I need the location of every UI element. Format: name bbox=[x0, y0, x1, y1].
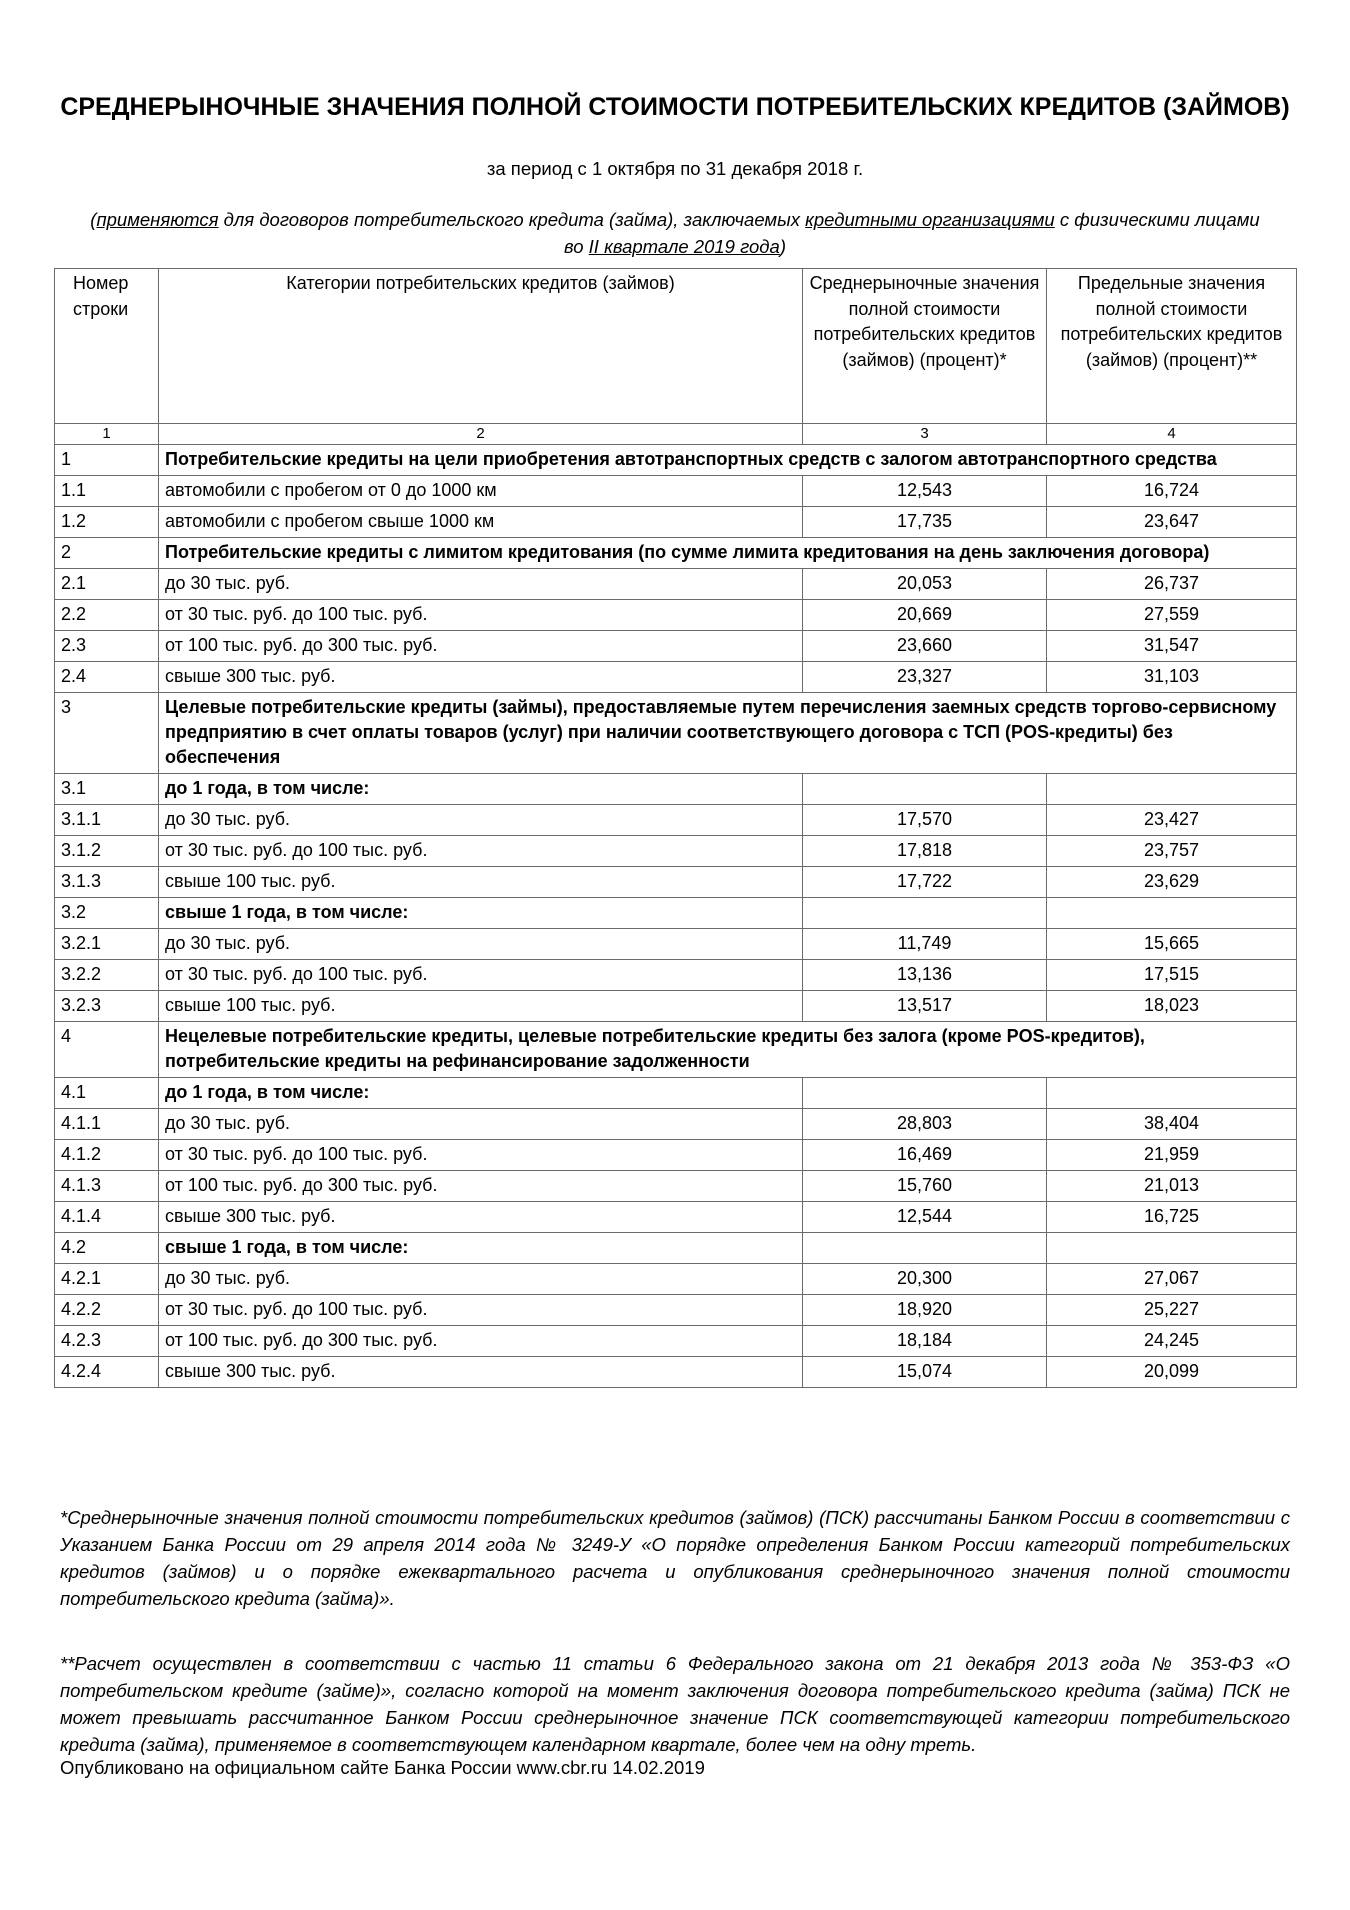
limit-value-cell: 21,959 bbox=[1047, 1140, 1297, 1171]
average-value-cell: 20,669 bbox=[803, 600, 1047, 631]
average-value-cell bbox=[803, 774, 1047, 805]
table-row bbox=[55, 836, 1297, 867]
limit-value-cell: 31,547 bbox=[1047, 631, 1297, 662]
average-value-cell: 28,803 bbox=[803, 1109, 1047, 1140]
published-note: Опубликовано на официальном сайте Банка России www.cbr.ru 14.02.2019 bbox=[60, 1757, 705, 1778]
average-value-cell: 18,920 bbox=[803, 1295, 1047, 1326]
average-value-cell: 18,184 bbox=[803, 1326, 1047, 1357]
table-row bbox=[55, 600, 1297, 631]
row-category: до 1 года, в том числе: bbox=[159, 774, 803, 805]
table-row bbox=[55, 867, 1297, 898]
row-category: до 1 года, в том числе: bbox=[159, 1078, 803, 1109]
average-value-cell bbox=[803, 1078, 1047, 1109]
table-row bbox=[55, 662, 1297, 693]
footnote-1: *Среднерыночные значения полной стоимости потребительских кредитов (займов) (ПСК) рассчитаны Банком России в соответствии с Указанием Банка России от 29 апреля 2014 года № 3249-У «О порядке определения Банком России категорий потребительских кредитов (займов) и о порядке ежеквартального расчета и опубликования среднерыночного значения полной стоимости потребительского кредита (займа)». bbox=[60, 1507, 1290, 1609]
row-category: свыше 1 года, в том числе: bbox=[159, 1233, 803, 1264]
row-category: от 30 тыс. руб. до 100 тыс. руб. bbox=[159, 1140, 803, 1171]
applies-open-paren: ( bbox=[90, 209, 97, 230]
table-row bbox=[55, 1326, 1297, 1357]
row-number: 3.1.2 bbox=[55, 836, 159, 867]
applies-link-3: II квартале 2019 года bbox=[588, 236, 780, 257]
average-value-cell: 23,660 bbox=[803, 631, 1047, 662]
table-row bbox=[55, 1171, 1297, 1202]
limit-value-cell: 25,227 bbox=[1047, 1295, 1297, 1326]
row-category: до 30 тыс. руб. bbox=[159, 929, 803, 960]
applies-link-1: применяются bbox=[96, 209, 219, 230]
row-number: 4.1.3 bbox=[55, 1171, 159, 1202]
row-category: Потребительские кредиты на цели приобретения автотранспортных средств с залогом автотранспортного средства bbox=[159, 445, 1297, 476]
table-row bbox=[55, 805, 1297, 836]
row-number: 3.2 bbox=[55, 898, 159, 929]
section-row bbox=[55, 1022, 1297, 1078]
applies-close-paren: ) bbox=[779, 236, 786, 257]
table-row bbox=[55, 476, 1297, 507]
row-number: 4.1.4 bbox=[55, 1202, 159, 1233]
subsection-row bbox=[55, 898, 1297, 929]
limit-value-cell: 16,724 bbox=[1047, 476, 1297, 507]
table-row bbox=[55, 631, 1297, 662]
row-number: 4.1 bbox=[55, 1078, 159, 1109]
limit-value-cell: 23,757 bbox=[1047, 836, 1297, 867]
row-category: Потребительские кредиты с лимитом кредитования (по сумме лимита кредитования на день заключения договора) bbox=[159, 538, 1297, 569]
row-number: 2.1 bbox=[55, 569, 159, 600]
row-number: 4 bbox=[55, 1022, 159, 1078]
limit-value-cell: 26,737 bbox=[1047, 569, 1297, 600]
row-number: 3 bbox=[55, 693, 159, 774]
row-category: свыше 300 тыс. руб. bbox=[159, 1357, 803, 1388]
limit-value-cell: 31,103 bbox=[1047, 662, 1297, 693]
row-number: 4.2 bbox=[55, 1233, 159, 1264]
column-number-row bbox=[55, 424, 1297, 445]
row-number: 3.2.1 bbox=[55, 929, 159, 960]
subsection-row bbox=[55, 1078, 1297, 1109]
applies-link-2: кредитными организациями bbox=[805, 209, 1055, 230]
row-number: 2.3 bbox=[55, 631, 159, 662]
column-number: 2 bbox=[159, 424, 803, 445]
row-number: 1.1 bbox=[55, 476, 159, 507]
average-value-cell: 17,818 bbox=[803, 836, 1047, 867]
row-number: 2.2 bbox=[55, 600, 159, 631]
limit-value-cell bbox=[1047, 898, 1297, 929]
subsection-row bbox=[55, 774, 1297, 805]
table-row bbox=[55, 1109, 1297, 1140]
average-value-cell: 12,543 bbox=[803, 476, 1047, 507]
table-row bbox=[55, 1295, 1297, 1326]
average-value-cell: 13,517 bbox=[803, 991, 1047, 1022]
footnote-2: **Расчет осуществлен в соответствии с частью 11 статьи 6 Федерального закона от 21 декабря 2013 года № 353-ФЗ «О потребительском кредите (займе)», согласно которой на момент заключения договора потребительского кредита (займа) ПСК не может превышать рассчитанное Банком России среднерыночное значение ПСК соответствующей категории потребительского кредита (займа), применяемое в соответствующем календарном квартале, более чем на одну треть. bbox=[60, 1653, 1290, 1755]
row-category: от 100 тыс. руб. до 300 тыс. руб. bbox=[159, 631, 803, 662]
table-row bbox=[55, 1140, 1297, 1171]
average-value-cell: 20,053 bbox=[803, 569, 1047, 600]
table-row bbox=[55, 569, 1297, 600]
row-category: автомобили с пробегом от 0 до 1000 км bbox=[159, 476, 803, 507]
row-category: свыше 100 тыс. руб. bbox=[159, 991, 803, 1022]
header-average-value: Среднерыночные значения полной стоимости потребительских кредитов (займов) (процент)* bbox=[803, 269, 1047, 424]
average-value-cell: 17,722 bbox=[803, 867, 1047, 898]
row-category: автомобили с пробегом свыше 1000 км bbox=[159, 507, 803, 538]
row-number: 2 bbox=[55, 538, 159, 569]
psk-table bbox=[54, 268, 1297, 1388]
row-number: 4.2.2 bbox=[55, 1295, 159, 1326]
row-category: свыше 300 тыс. руб. bbox=[159, 662, 803, 693]
limit-value-cell: 21,013 bbox=[1047, 1171, 1297, 1202]
average-value-cell: 15,760 bbox=[803, 1171, 1047, 1202]
row-category: Целевые потребительские кредиты (займы), предоставляемые путем перечисления заемных средств торгово-сервисному предприятию в счет оплаты товаров (услуг) при наличии соответствующего договора с ТСП (POS-кредиты) без обеспечения bbox=[159, 693, 1297, 774]
row-category: от 100 тыс. руб. до 300 тыс. руб. bbox=[159, 1171, 803, 1202]
limit-value-cell bbox=[1047, 774, 1297, 805]
row-number: 4.2.4 bbox=[55, 1357, 159, 1388]
row-category: свыше 1 года, в том числе: bbox=[159, 898, 803, 929]
row-number: 4.1.2 bbox=[55, 1140, 159, 1171]
table-row bbox=[55, 929, 1297, 960]
table-body bbox=[55, 445, 1297, 1388]
average-value-cell bbox=[803, 1233, 1047, 1264]
table-row bbox=[55, 1357, 1297, 1388]
section-row bbox=[55, 693, 1297, 774]
header-category: Категории потребительских кредитов (займов) bbox=[159, 269, 803, 424]
table-row bbox=[55, 1202, 1297, 1233]
row-number: 3.2.3 bbox=[55, 991, 159, 1022]
limit-value-cell: 24,245 bbox=[1047, 1326, 1297, 1357]
period-subtitle: за период с 1 октября по 31 декабря 2018 г. bbox=[486, 158, 864, 179]
average-value-cell: 11,749 bbox=[803, 929, 1047, 960]
limit-value-cell: 27,559 bbox=[1047, 600, 1297, 631]
row-number: 1 bbox=[55, 445, 159, 476]
section-row bbox=[55, 445, 1297, 476]
average-value-cell: 15,074 bbox=[803, 1357, 1047, 1388]
row-number: 2.4 bbox=[55, 662, 159, 693]
average-value-cell: 13,136 bbox=[803, 960, 1047, 991]
average-value-cell: 17,735 bbox=[803, 507, 1047, 538]
row-category: до 30 тыс. руб. bbox=[159, 1109, 803, 1140]
limit-value-cell: 27,067 bbox=[1047, 1264, 1297, 1295]
row-category: свыше 100 тыс. руб. bbox=[159, 867, 803, 898]
header-limit-value: Предельные значения полной стоимости потребительских кредитов (займов) (процент)** bbox=[1047, 269, 1297, 424]
average-value-cell: 16,469 bbox=[803, 1140, 1047, 1171]
column-number: 3 bbox=[803, 424, 1047, 445]
row-category: от 30 тыс. руб. до 100 тыс. руб. bbox=[159, 1295, 803, 1326]
row-category: от 30 тыс. руб. до 100 тыс. руб. bbox=[159, 836, 803, 867]
table-row bbox=[55, 1264, 1297, 1295]
row-number: 4.1.1 bbox=[55, 1109, 159, 1140]
row-number: 4.2.3 bbox=[55, 1326, 159, 1357]
row-category: от 100 тыс. руб. до 300 тыс. руб. bbox=[159, 1326, 803, 1357]
limit-value-cell: 23,427 bbox=[1047, 805, 1297, 836]
average-value-cell: 12,544 bbox=[803, 1202, 1047, 1233]
table-header-row bbox=[55, 269, 1297, 424]
row-number: 3.1.1 bbox=[55, 805, 159, 836]
limit-value-cell: 23,647 bbox=[1047, 507, 1297, 538]
limit-value-cell: 23,629 bbox=[1047, 867, 1297, 898]
header-row-number: Номер строки bbox=[55, 269, 159, 424]
row-number: 4.2.1 bbox=[55, 1264, 159, 1295]
applies-text-2: с физическими лицами во bbox=[563, 209, 1260, 257]
row-number: 3.1 bbox=[55, 774, 159, 805]
row-category: до 30 тыс. руб. bbox=[159, 1264, 803, 1295]
row-category: до 30 тыс. руб. bbox=[159, 805, 803, 836]
table-row bbox=[55, 507, 1297, 538]
limit-value-cell: 20,099 bbox=[1047, 1357, 1297, 1388]
row-category: от 30 тыс. руб. до 100 тыс. руб. bbox=[159, 960, 803, 991]
average-value-cell bbox=[803, 898, 1047, 929]
table-row bbox=[55, 960, 1297, 991]
document-title: СРЕДНЕРЫНОЧНЫЕ ЗНАЧЕНИЯ ПОЛНОЙ СТОИМОСТИ ПОТРЕБИТЕЛЬСКИХ КРЕДИТОВ (ЗАЙМОВ) bbox=[60, 93, 1290, 121]
row-category: свыше 300 тыс. руб. bbox=[159, 1202, 803, 1233]
applies-note bbox=[90, 206, 1260, 260]
limit-value-cell: 38,404 bbox=[1047, 1109, 1297, 1140]
limit-value-cell: 18,023 bbox=[1047, 991, 1297, 1022]
row-category: до 30 тыс. руб. bbox=[159, 569, 803, 600]
limit-value-cell: 16,725 bbox=[1047, 1202, 1297, 1233]
row-number: 3.1.3 bbox=[55, 867, 159, 898]
limit-value-cell: 17,515 bbox=[1047, 960, 1297, 991]
column-number: 1 bbox=[55, 424, 159, 445]
row-category: Нецелевые потребительские кредиты, целевые потребительские кредиты без залога (кроме POS-кредитов), потребительские кредиты на рефинансирование задолженности bbox=[159, 1022, 1297, 1078]
row-number: 3.2.2 bbox=[55, 960, 159, 991]
row-category: от 30 тыс. руб. до 100 тыс. руб. bbox=[159, 600, 803, 631]
average-value-cell: 17,570 bbox=[803, 805, 1047, 836]
section-row bbox=[55, 538, 1297, 569]
table-row bbox=[55, 991, 1297, 1022]
limit-value-cell: 15,665 bbox=[1047, 929, 1297, 960]
column-number: 4 bbox=[1047, 424, 1297, 445]
limit-value-cell bbox=[1047, 1233, 1297, 1264]
applies-text-1: для договоров потребительского кредита (займа), заключаемых bbox=[218, 209, 806, 230]
average-value-cell: 23,327 bbox=[803, 662, 1047, 693]
subsection-row bbox=[55, 1233, 1297, 1264]
row-number: 1.2 bbox=[55, 507, 159, 538]
limit-value-cell bbox=[1047, 1078, 1297, 1109]
average-value-cell: 20,300 bbox=[803, 1264, 1047, 1295]
